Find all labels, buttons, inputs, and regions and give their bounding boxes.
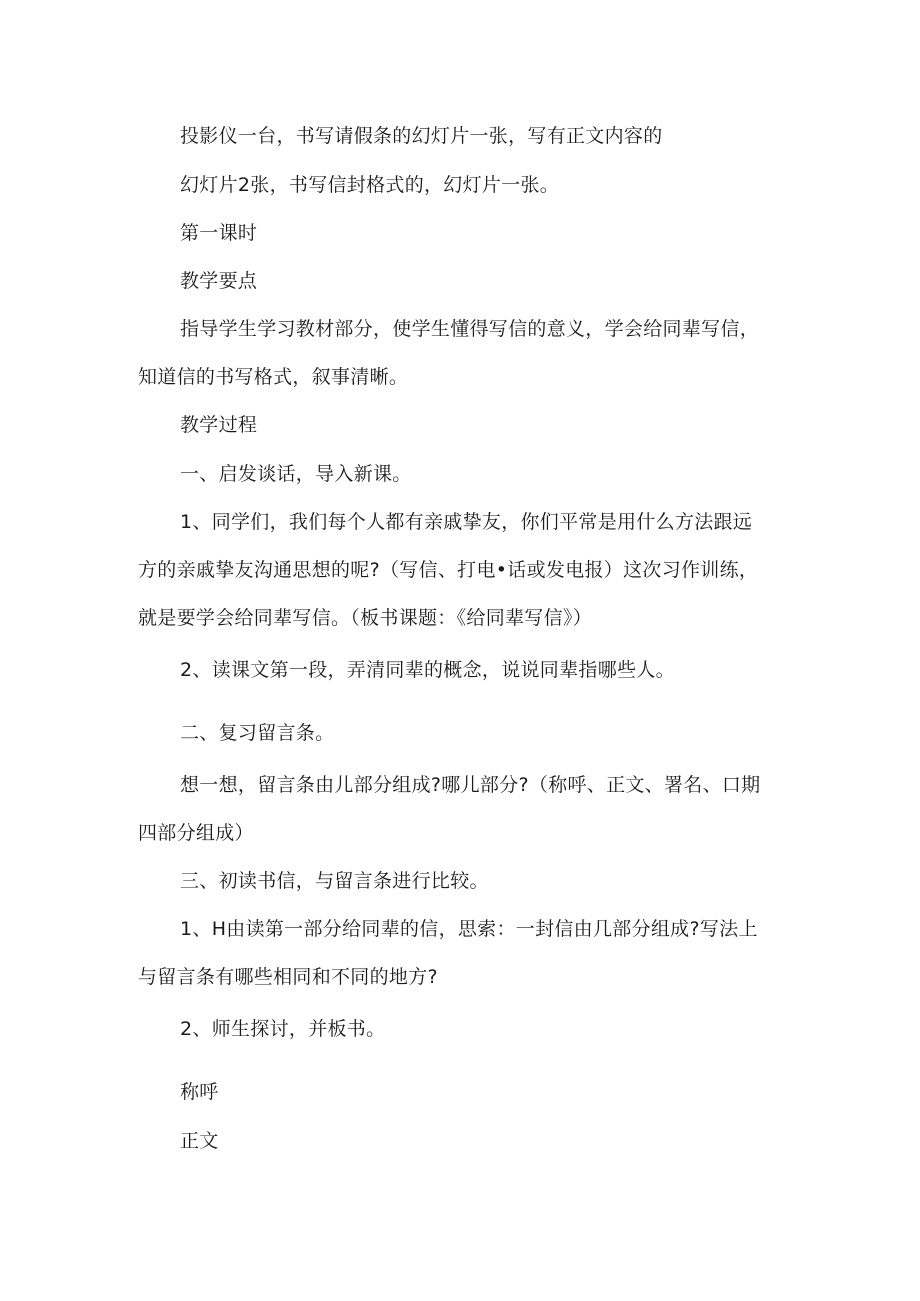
text-line-12: 2、读课文第一段，弄清同辈的概念，说说同辈指哪些人。 — [180, 659, 675, 681]
text-line-15: 四部分组成） — [138, 822, 254, 844]
text-line-19: 2、师生探讨，并板书。 — [180, 1018, 386, 1040]
text-line-17: 1、H由读第一部分给同辈的信，思索：一封信由几部分组成?写法上 — [180, 918, 758, 940]
text-line-8: 一、启发谈话，导入新课。 — [180, 463, 412, 485]
text-line-6: 知道信的书写格式，叙事清晰。 — [138, 366, 409, 388]
text-line-11: 就是要学会给同辈写信。（板书课题：《给同辈写信》） — [138, 607, 593, 629]
text-line-14: 想一想，留言条由儿部分组成?哪儿部分?（称呼、正文、署名、口期 — [180, 774, 761, 796]
text-line-10: 方的亲戚挚友沟通思想的呢?（写信、打电•话或发电报）这次习作训练， — [138, 559, 759, 581]
text-line-9: 1、同学们，我们每个人都有亲戚挚友，你们平常是用什么方法跟远 — [180, 511, 753, 533]
text-line-5: 指导学生学习教材部分，使学生懂得写信的意义，学会给同辈写信， — [180, 318, 760, 340]
lesson-heading: 第一课时 — [180, 222, 258, 244]
text-line-16: 三、初读书信，与留言条进行比较。 — [180, 870, 489, 892]
text-line-1: 投影仪一台，书写请假条的幻灯片一张，写有正文内容的 — [180, 125, 663, 147]
text-line-18: 与留言条有哪些相同和不同的地方? — [138, 966, 438, 988]
board-item-salutation: 称呼 — [180, 1081, 219, 1103]
board-item-body: 正文 — [180, 1130, 219, 1152]
section-heading-process: 教学过程 — [180, 414, 258, 436]
text-line-2: 幻灯片2张，书写信封格式的，幻灯片一张。 — [180, 174, 560, 196]
section-heading-key-points: 教学要点 — [180, 270, 258, 292]
text-line-13: 二、复习留言条。 — [180, 722, 335, 744]
